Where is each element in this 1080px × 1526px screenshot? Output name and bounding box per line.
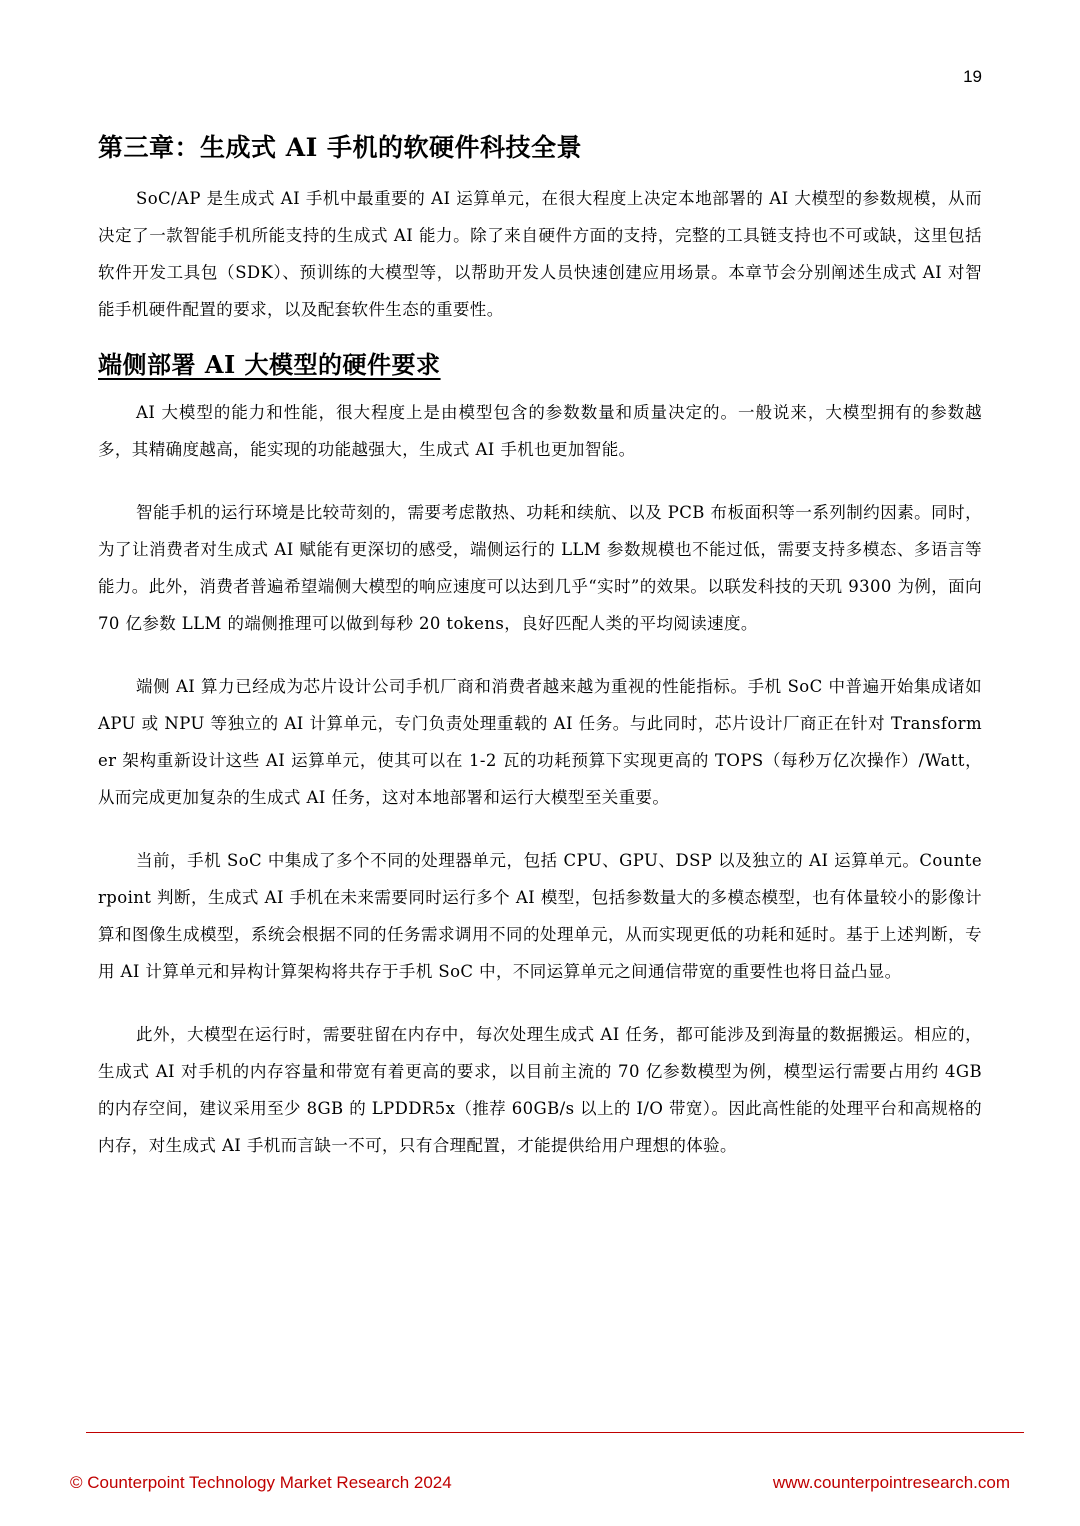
section-paragraph-1: AI 大模型的能力和性能，很大程度上是由模型包含的参数数量和质量决定的。一般说来，大模型拥有的参数越多，其精确度越高，能实现的功能越强大，生成式 AI 手机也更加智能。 <box>98 403 982 459</box>
section-title: 端侧部署 AI 大模型的硬件要求 <box>98 350 441 379</box>
page-number: 19 <box>963 67 982 86</box>
footer-website-link[interactable]: www.counterpointresearch.com <box>772 1473 1010 1492</box>
chapter-intro-paragraph: SoC/AP 是生成式 AI 手机中最重要的 AI 运算单元，在很大程度上决定本地部署的 AI 大模型的参数规模，从而决定了一款智能手机所能支持的生成式 AI 能力。除了来自硬件方面的支持，完整的工具链支持也不可或缺，这里包括软件开发工具包（SDK）、预训练的大模型等，以帮助开发人员快速创建应用场景。本章节会分别阐述生成式 AI 对智能手机硬件配置的要求，以及配套软件生态的重要性。 <box>98 189 982 319</box>
section-paragraph-4: 当前，手机 SoC 中集成了多个不同的处理器单元，包括 CPU、GPU、DSP 以及独立的 AI 运算单元。Counterpoint 判断，生成式 AI 手机在未来需要同时运行多个 AI 模型，包括参数量大的多模态模型，也有体量较小的影像计算和图像生成模型，系统会根据不同的任务需求调用不同的处理单元，从而实现更低的功耗和延时。基于上述判断，专用 AI 计算单元和异构计算架构将共存于手机 SoC 中，不同运算单元之间通信带宽的重要性也将日益凸显。 <box>98 851 982 981</box>
chapter-title: 第三章：生成式 AI 手机的软硬件科技全景 <box>98 133 583 162</box>
footer-divider <box>86 1432 1024 1433</box>
section-paragraph-5: 此外，大模型在运行时，需要驻留在内存中，每次处理生成式 AI 任务，都可能涉及到海量的数据搬运。相应的，生成式 AI 对手机的内存容量和带宽有着更高的要求，以目前主流的 70 亿参数模型为例，模型运行需要占用约 4GB 的内存空间，建议采用至少 8GB 的 LPDDR5x（推荐 60GB/s 以上的 I/O 带宽）。因此高性能的处理平台和高规格的内存，对生成式 AI 手机而言缺一不可，只有合理配置，才能提供给用户理想的体验。 <box>98 1025 982 1155</box>
section-paragraph-2: 智能手机的运行环境是比较苛刻的，需要考虑散热、功耗和续航、以及 PCB 布板面积等一系列制约因素。同时，为了让消费者对生成式 AI 赋能有更深切的感受，端侧运行的 LLM 参数规模也不能过低，需要支持多模态、多语言等能力。此外，消费者普遍希望端侧大模型的响应速度可以达到几乎“实时”的效果。以联发科技的天玑 9300 为例，面向 70 亿参数 LLM 的端侧推理可以做到每秒 20 tokens，良好匹配人类的平均阅读速度。 <box>98 503 982 633</box>
section-paragraph-3: 端侧 AI 算力已经成为芯片设计公司手机厂商和消费者越来越为重视的性能指标。手机 SoC 中普遍开始集成诸如 APU 或 NPU 等独立的 AI 计算单元，专门负责处理重载的 AI 任务。与此同时，芯片设计厂商正在针对 Transformer 架构重新设计这些 AI 运算单元，使其可以在 1-2 瓦的功耗预算下实现更高的 TOPS（每秒万亿次操作）/Watt，从而完成更加复杂的生成式 AI 任务，这对本地部署和运行大模型至关重要。 <box>98 677 982 807</box>
page-content <box>98 128 982 1190</box>
footer-copyright: © Counterpoint Technology Market Research 2024 <box>70 1473 452 1492</box>
